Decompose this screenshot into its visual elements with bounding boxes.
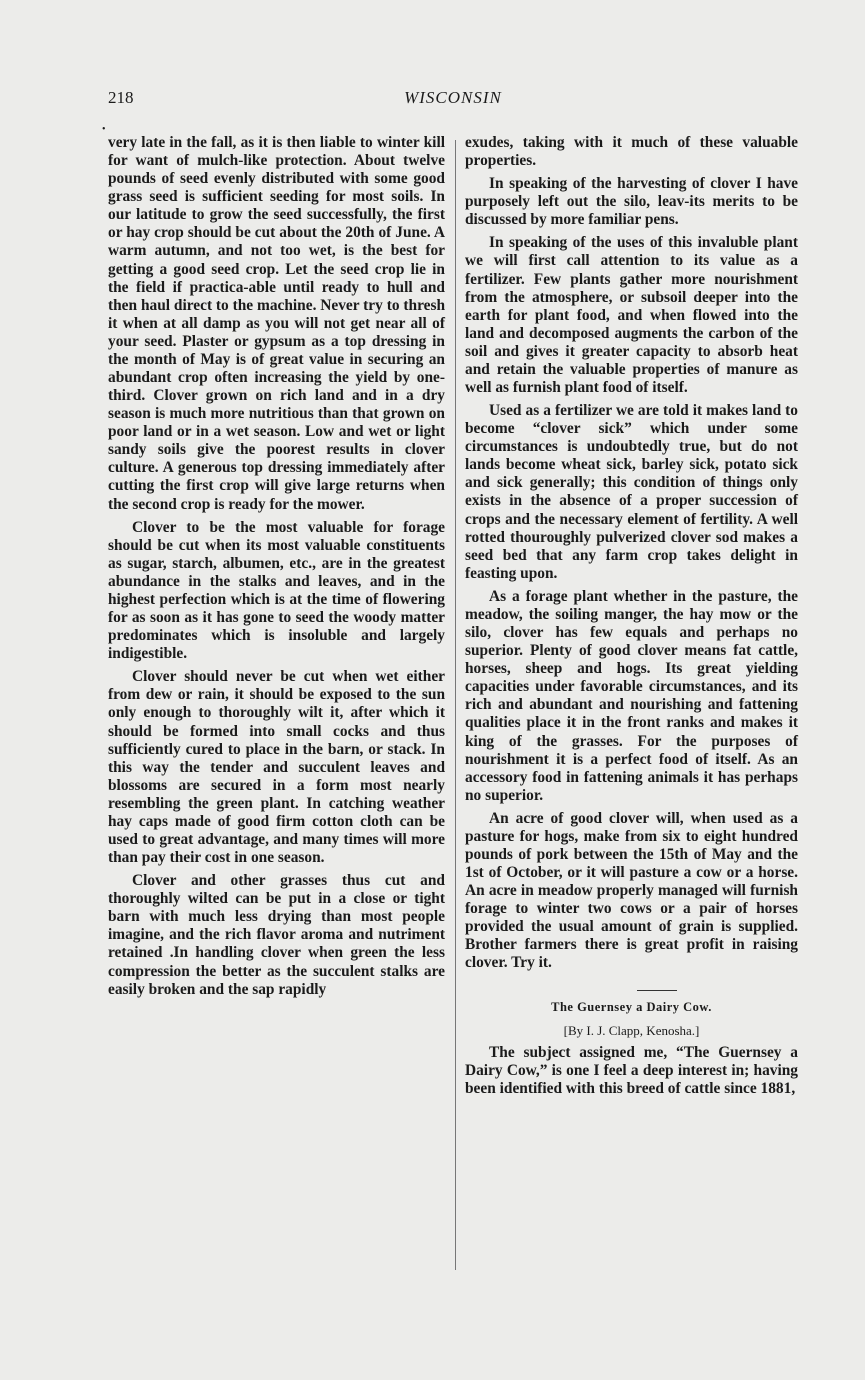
paragraph: An acre of good clover will, when used as a pasture for hogs, make from six to eight hundred pounds of pork between the 15th of May and the 1st of October, or it will pasture a cow or a horse. An acre in meadow properly managed will furnish forage to winter two cows or a pair of horses provided the usual amount of grain is supplied. Brother farmers there is great profit in raising clover. Try it.	[465, 809, 798, 972]
article-title: The Guernsey a Dairy Cow.	[551, 999, 712, 1014]
paragraph: Clover to be the most valuable for forage should be cut when its most valuable constituents as sugar, starch, albumen, etc., are in the greatest abundance in the stalks and leaves, and in the highest perfection which is at the time of flowering for as soon as it has gone to seed the woody matter predominates which is insoluble and largely indigestible.	[108, 518, 445, 663]
running-head: WISCONSIN	[404, 88, 502, 107]
paragraph: As a forage plant whether in the pasture, the meadow, the soiling manger, the hay mow or the silo, clover has few equals and perhaps no superior. Plenty of good clover means fat cattle, horses, sheep and hogs. Its great yielding capacities under favorable circumstances, and its rich and abundant and nourishing and fattening qualities place it in the front ranks and makes it king of the grasses. For the purposes of nourishment it is a perfect food of itself. As an accessory food in fattening animals it has perhaps no superior.	[465, 587, 798, 804]
paragraph: Used as a fertilizer we are told it makes land to become “clover sick” which under some circumstances is undoubtedly true, but do not lands become wheat sick, barley sick, potato sick and sick generally; this condition of things only exists in the absence of a proper succession of crops and the necessary element of fertility. A well rotted thouroughly pulverized clover sod makes a seed bed that any farm crop takes delight in feasting upon.	[465, 402, 798, 582]
paragraph: exudes, taking with it much of these valuable properties.	[465, 134, 798, 170]
column-divider	[455, 140, 456, 1270]
paragraph: Clover and other grasses thus cut and thoroughly wilted can be put in a close or tight barn with much less drying than most people imagine, and the rich flavor aroma and nutriment retained .In handling clover when green the less compression the better as the succulent stalks are easily broken and the sap rapidly	[108, 872, 445, 998]
section-rule	[465, 978, 798, 988]
paragraph: In speaking of the uses of this invaluble plant we will first call attention to its value as a fertilizer. Few plants gather more nourishment from the atmosphere, or subsoil deeper into the earth for plant food, and when flowed into the land and decomposed augments the carbon of the soil and gives it greater capacity to absorb heat and retain the valuable properties of manure as well as furnish plant food of itself.	[465, 234, 798, 397]
print-dot: •	[102, 124, 106, 135]
paragraph: In speaking of the harvesting of clover I have purposely left out the silo, leav-its merits to be discussed by more familiar pens.	[465, 175, 798, 229]
paragraph: The subject assigned me, “The Guernsey a Dairy Cow,” is one I feel a deep interest in; having been identified with this breed of cattle since 1881,	[465, 1043, 798, 1097]
page-number: 218	[108, 88, 134, 107]
page-header	[108, 88, 798, 112]
left-column	[108, 134, 445, 1004]
paragraph: very late in the fall, as it is then liable to winter kill for want of mulch-like protection. About twelve pounds of seed evenly distributed with some good grass seed is sufficient seeding for most soils. In our latitude to grow the seed successfully, the first or hay crop should be cut about the 20th of June. A warm autumn, and not too wet, is the best for getting a good seed crop. Let the seed crop lie in the field if practica-able until ready to hull and then haul direct to the machine. Never try to thresh it when at all damp as you will not get near all of your seed. Plaster or gypsum as a top dressing in the month of May is of great value in securing an abundant crop often increasing the yield by one-third. Clover grown on rich land and in a dry season is much more nutritious than that grown on poor land or in a wet season. Low and wet or light sandy soils give the poorest results in clover culture. A generous top dressing immediately after cutting the first crop will give large returns when the second crop is ready for the mower.	[108, 134, 445, 513]
right-column	[465, 134, 798, 1103]
paragraph: Clover should never be cut when wet either from dew or rain, it should be exposed to the sun only enough to thoroughly wilt it, after which it should be formed into small cocks and thus sufficiently cured to place in the barn, or stack. In this way the tender and succulent leaves and blossoms are secured in a form most nearly resembling the green plant. In catching weather hay caps made of good firm cotton cloth can be used to great advantage, and many times will more than pay their cost in one season.	[108, 668, 445, 867]
article-byline: [By I. J. Clapp, Kenosha.]	[563, 1022, 700, 1038]
